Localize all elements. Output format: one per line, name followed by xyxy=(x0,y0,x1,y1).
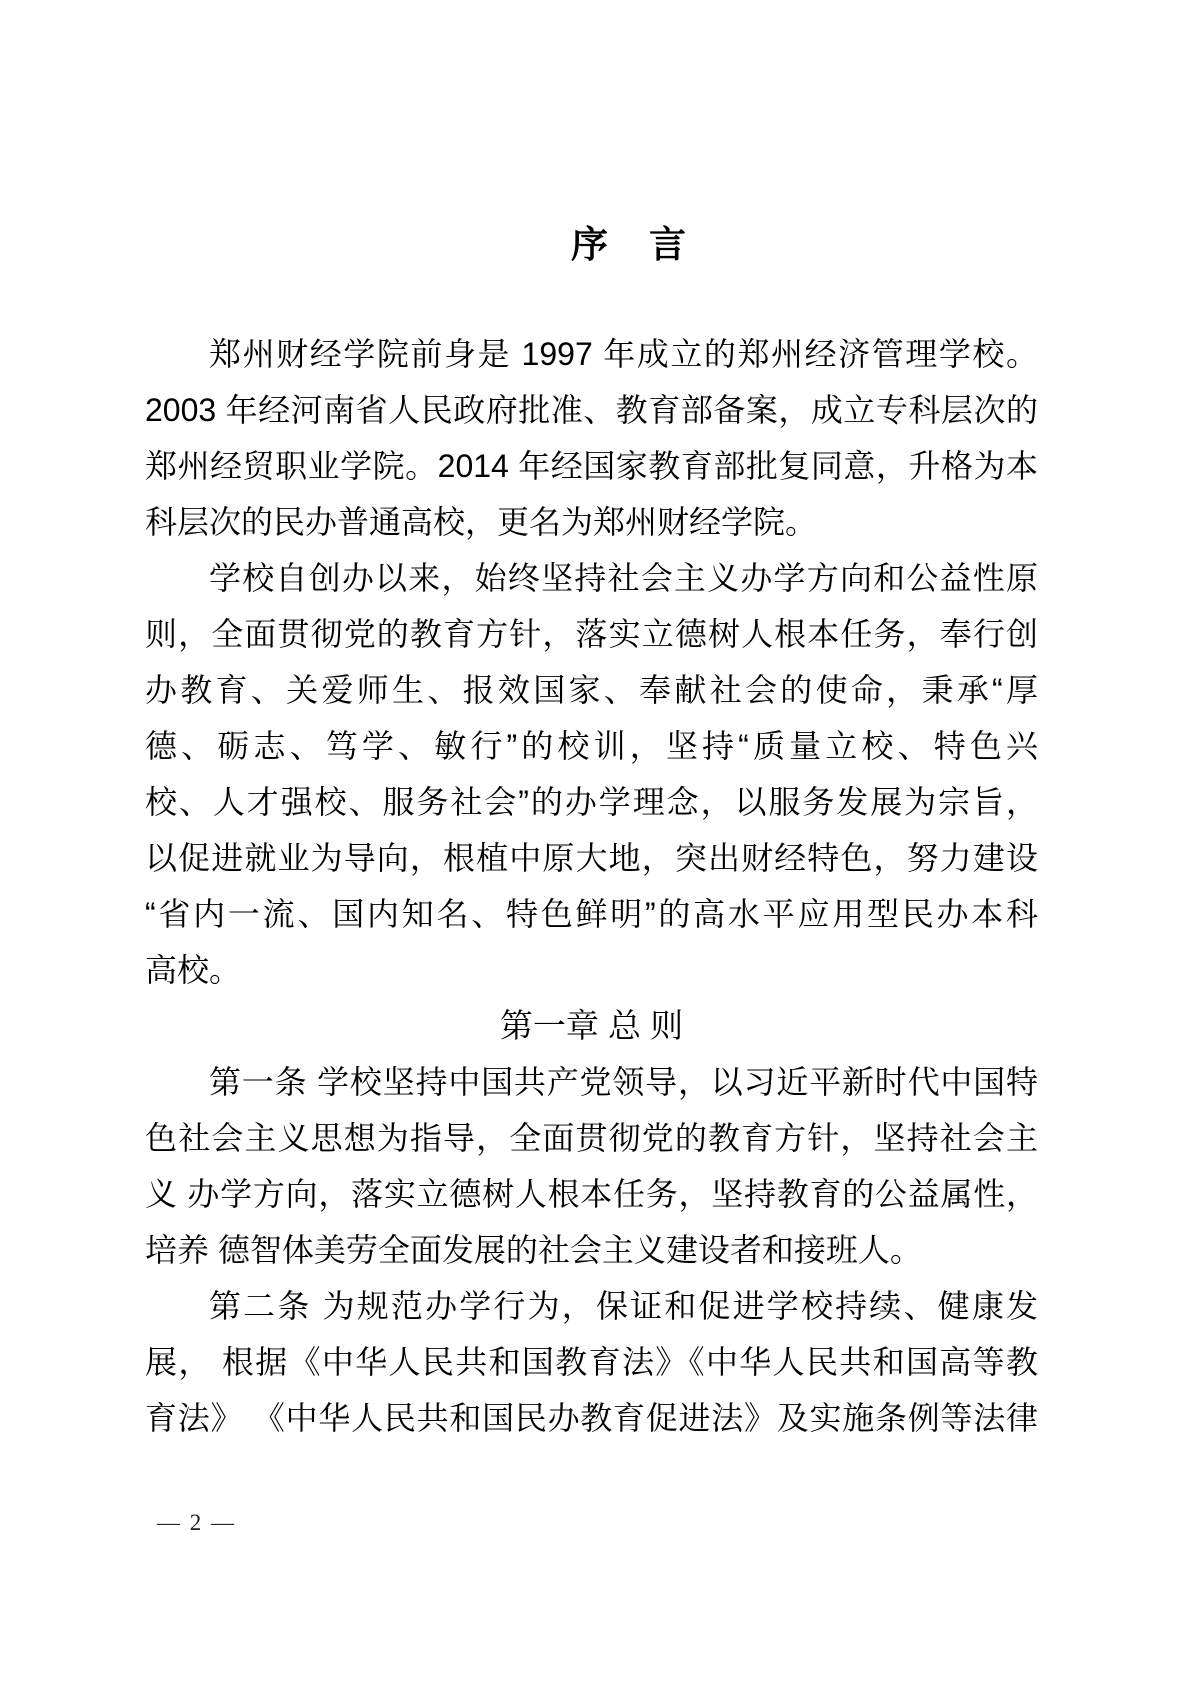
text-line: 色社会主义思想为指导，全面贯彻党的教育方针，坚持社会主 xyxy=(145,1120,1038,1156)
text-line: 育法》 《中华人民共和国民办教育促进法》及实施条例等法律 xyxy=(145,1400,1038,1436)
text-line: 高校。 xyxy=(145,952,242,988)
page-footer xyxy=(157,1508,236,1541)
page-content xyxy=(145,220,1038,1446)
text-line: 学校自创办以来，始终坚持社会主义办学方向和公益性原 xyxy=(209,560,1038,596)
text-line: 第一条 学校坚持中国共产党领导，以习近平新时代中国特 xyxy=(209,1064,1038,1100)
chapter1-heading: 第一章 总 则 xyxy=(499,1007,684,1044)
preface-paragraph-2 xyxy=(145,550,1038,998)
text-line: 培养 德智体美劳全面发展的社会主义建设者和接班人。 xyxy=(145,1232,922,1268)
preface-title: 序 言 xyxy=(571,224,688,265)
chapter1-article-1 xyxy=(145,1054,1038,1278)
preface-paragraph-1 xyxy=(145,326,1038,550)
text-line: 以促进就业为导向，根植中原大地，突出财经特色，努力建设 xyxy=(145,840,1038,876)
chapter1-article-2 xyxy=(145,1278,1038,1446)
text-line: 科层次的民办普通高校，更名为郑州财经学院。 xyxy=(145,504,818,540)
text-line: 郑州财经学院前身是 1997 年成立的郑州经济管理学校。 xyxy=(209,336,1038,372)
text-line: 义 办学方向，落实立德树人根本任务，坚持教育的公益属性， xyxy=(145,1176,1038,1212)
text-line: 2003 年经河南省人民政府批准、教育部备案，成立专科层次的 xyxy=(145,392,1038,428)
text-line: 则，全面贯彻党的教育方针，落实立德树人根本任务，奉行创 xyxy=(145,616,1038,652)
text-line: 德、砺志、笃学、敏行”的校训，坚持“质量立校、特色兴 xyxy=(145,728,1038,764)
text-line: 校、人才强校、服务社会”的办学理念，以服务发展为宗旨， xyxy=(145,784,1038,820)
text-line: “省内一流、国内知名、特色鲜明”的高水平应用型民办本科 xyxy=(145,896,1038,932)
text-line: 郑州经贸职业学院。2014 年经国家教育部批复同意，升格为本 xyxy=(145,448,1038,484)
text-line: 办教育、关爱师生、报效国家、奉献社会的使命，秉承“厚 xyxy=(145,672,1038,708)
text-line: 展， 根据《中华人民共和国教育法》《中华人民共和国高等教 xyxy=(145,1344,1038,1380)
text-line: 第二条 为规范办学行为，保证和促进学校持续、健康发 xyxy=(209,1288,1038,1324)
page-number: — 2 — xyxy=(157,1510,236,1535)
